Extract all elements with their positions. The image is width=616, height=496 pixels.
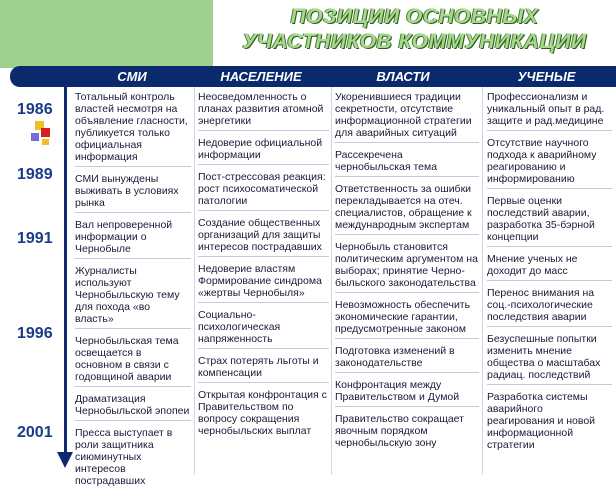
uchenye-item: Разработка системы аварийного реагирования и новой информационной стратегии <box>487 391 596 451</box>
title-line-1: ПОЗИЦИИ ОСНОВНЫХ <box>290 5 539 28</box>
year-label: 2001 <box>17 424 53 441</box>
uchenye-item: Профессионализм и уникальный опыт в рад. защите и рад.медицине <box>487 91 612 131</box>
header-naselenie: НАСЕЛЕНИЕ <box>220 69 302 84</box>
header-smi: СМИ <box>117 69 147 84</box>
smi-item: Тотальный контроль властей несмотря на объявление гласности, публикуется только официальная информация <box>75 91 191 167</box>
uchenye-item: Мнение ученых не доходит до масс <box>487 253 612 281</box>
uchenye-item: Первые оценки последствий аварии, разработка 35-бэрной концепции <box>487 195 612 247</box>
column-divider <box>482 87 483 475</box>
column-divider <box>331 87 332 475</box>
vlasti-item: Чернобыль становится политическим аргументом на выборах; принятие Черно-быльского законодательства <box>335 241 479 293</box>
title-line-2: УЧАСТНИКОВ КОММУНИКАЦИИ <box>242 30 587 53</box>
naselenie-item: Открытая конфронтация с Правительством по вопросу сокращения чернобыльских выплат <box>198 389 327 437</box>
vlasti-item: Невозможность обеспечить экономические гарантии, предусмотренные законом <box>335 299 479 339</box>
year-label: 1989 <box>17 166 53 183</box>
smi-item: СМИ вынуждены выживать в условиях рынка <box>75 173 191 213</box>
deco-square-purple <box>31 133 39 141</box>
naselenie-item: Социально-психологическая напряженность <box>198 309 329 349</box>
column-naselenie <box>198 91 329 446</box>
vlasti-item: Ответственность за ошибки перекладывается на отеч. специалистов, обращение к международным экспертам <box>335 183 479 235</box>
uchenye-item: Отсутствие научного подхода к аварийному реагированию и информированию <box>487 137 612 189</box>
vlasti-item: Укоренившиеся традиции секретности, отсутствие информационной стратегии для аварийных ситуаций <box>335 91 479 143</box>
left-green-band <box>0 0 213 68</box>
naselenie-item: Неосведомленность о планах развития атомной энергетики <box>198 91 329 131</box>
year-label: 1986 <box>17 101 53 118</box>
column-uchenye <box>487 91 612 460</box>
smi-item: Вал непроверенной информации о Чернобыле <box>75 219 191 259</box>
uchenye-item: Перенос внимания на соц.-психологические последствия аварии <box>487 287 612 327</box>
column-divider <box>194 87 195 475</box>
smi-item: Драматизация Чернобыльской эпопеи <box>75 393 191 421</box>
year-label: 1991 <box>17 230 53 247</box>
uchenye-item: Безуспешные попытки изменить мнение общества о масштабах радиац. последствий <box>487 333 612 385</box>
year-label: 1996 <box>17 325 53 342</box>
vlasti-item: Рассекречена чернобыльская тема <box>335 149 479 177</box>
smi-item: Чернобыльская тема освещается в основном в связи с годовщиной аварии <box>75 335 191 387</box>
smi-item: Журналисты используют Чернобыльскую тему для похода «во власть» <box>75 265 191 329</box>
deco-square-yellow-small <box>42 139 49 145</box>
timeline-line <box>64 87 67 455</box>
page-title <box>213 4 616 54</box>
naselenie-item: Пост-стрессовая реакция: рост психосоматической патологии <box>198 171 329 211</box>
smi-item: Пресса выступает в роли защитника сиюминутных интересов пострадавших <box>75 427 173 487</box>
naselenie-item: Создание общественных организаций для защиты интересов пострадавших <box>198 217 329 257</box>
header-vlasti: ВЛАСТИ <box>376 69 430 84</box>
naselenie-item: Недоверие официальной информации <box>198 137 329 165</box>
naselenie-item: Страх потерять льготы и компенсации <box>198 355 329 383</box>
naselenie-item: Недоверие властям Формирование синдрома «жертвы Чернобыля» <box>198 263 329 303</box>
column-vlasti <box>335 91 479 458</box>
deco-square-red <box>41 128 50 137</box>
vlasti-item: Конфронтация между Правительством и Думой <box>335 379 479 407</box>
header-uchenye: УЧЕНЫЕ <box>517 69 576 84</box>
vlasti-item: Подготовка изменений в законодательстве <box>335 345 479 373</box>
column-smi <box>75 91 191 496</box>
timeline-arrow-icon <box>57 452 73 468</box>
vlasti-item: Правительство сокращает явочным порядком чернобыльскую зону <box>335 413 464 449</box>
